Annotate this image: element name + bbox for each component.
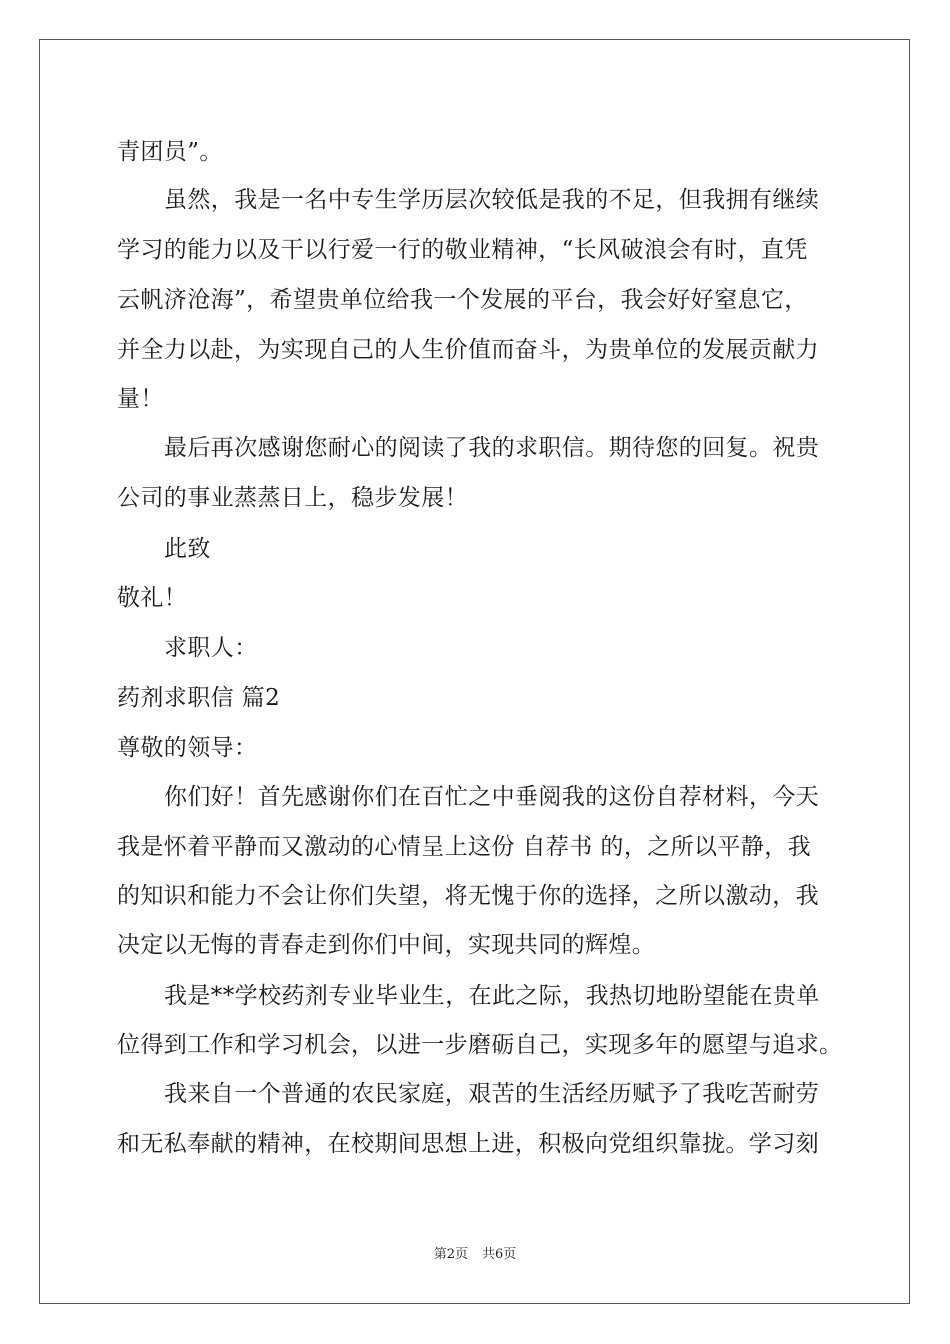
section-heading: 药剂求职信 篇2: [117, 685, 281, 711]
text-line: 我是怀着平静而又激动的心情呈上这份 自荐书 的，之所以平静，我: [117, 834, 812, 860]
closing-salutation: 此致: [164, 536, 211, 562]
text-line: 和无私奉献的精神，在校期间思想上进，积极向党组织靠拢。学习刻: [117, 1131, 819, 1157]
text-line: 青团员”。: [117, 139, 223, 165]
text-line: 我是**学校药剂专业毕业生，在此之际，我热切地盼望能在贵单: [164, 983, 820, 1009]
page-footer: [0, 1247, 950, 1263]
page-border: [39, 39, 910, 1304]
applicant-label: 求职人：: [164, 635, 258, 661]
text-line: 公司的事业蒸蒸日上，稳步发展！: [117, 485, 468, 511]
text-line: 云帆济沧海”，希望贵单位给我一个发展的平台，我会好好窒息它，: [117, 287, 808, 313]
text-line: 的知识和能力不会让你们失望，将无愧于你的选择，之所以激动，我: [117, 883, 819, 909]
text-line: 最后再次感谢您耐心的阅读了我的求职信。期待您的回复。祝贵: [164, 435, 820, 461]
page-total: 共6页: [482, 1247, 517, 1262]
text-line: 我来自一个普通的农民家庭，艰苦的生活经历赋予了我吃苦耐劳: [164, 1081, 820, 1107]
greeting: 尊敬的领导：: [117, 735, 258, 761]
text-line: 虽然，我是一名中专生学历层次较低是我的不足，但我拥有继续: [164, 187, 820, 213]
text-line: 并全力以赴，为实现自己的人生价值而奋斗，为贵单位的发展贡献力: [117, 337, 819, 363]
text-line: 量！: [117, 386, 164, 412]
page-number: 第2页: [433, 1247, 468, 1262]
text-line: 位得到工作和学习机会，以进一步磨砺自己，实现多年的愿望与追求。: [117, 1032, 843, 1058]
text-line: 决定以无悔的青春走到你们中间，实现共同的辉煌。: [117, 932, 656, 958]
closing-regards: 敬礼！: [117, 585, 188, 611]
text-line: 你们好！首先感谢你们在百忙之中垂阅我的这份自荐材料，今天: [164, 784, 820, 810]
text-line: 学习的能力以及干以行爱一行的敬业精神，“长风破浪会有时，直凭: [117, 237, 808, 263]
